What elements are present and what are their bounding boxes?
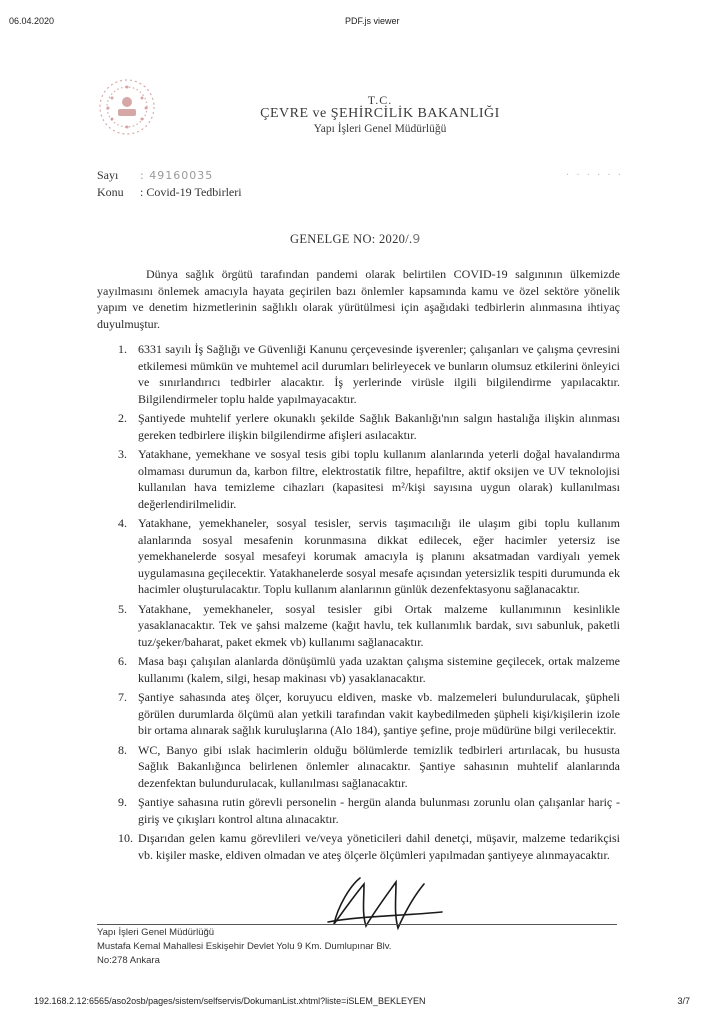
item-number: 8. [118, 742, 127, 757]
item-text: Dışarıdan gelen kamu görevlileri ve/veya yöneticileri dahil denetçi, müşavir, malzeme tedarikçisi vb. kişiler maske, eldiven olmadan ve ateş ölçerle ölçümleri yapılmadan şantiyeye alınmayacaktır. [138, 831, 620, 862]
print-url: 192.168.2.12:6565/aso2osb/pages/sistem/selfservis/DokumanList.xhtml?liste=iSLEM_BEKLEYEN [34, 996, 426, 1006]
footer-divider [97, 924, 617, 925]
item-text: Şantiyede muhtelif yerlere okunaklı şekilde Sağlık Bakanlığı'nın salgın hastalığa ilişkin alınması gereken tedbirlere ilişkin bilgilendirme afişleri asılacaktır. [138, 411, 620, 442]
list-item [118, 830, 620, 863]
sayi-row [97, 168, 213, 183]
konu-row [97, 185, 242, 200]
item-number: 9. [118, 795, 127, 809]
ministry-seal-icon [96, 76, 158, 138]
signature-icon [320, 866, 450, 946]
list-item [118, 794, 620, 827]
sayi-label: Sayı [97, 168, 119, 182]
item-text: Şantiye sahasında ateş ölçer, koruyucu eldiven, maske vb. malzemeleri bulundurulacak, şüpheli görülen durumlarda ölçümü alan yetkili tarafından vakit kaybedilmeden şüpheli kişi/kişilerin izole bir ortama alınarak sağlık kuruluşlarına (Alo 184), şantiye şefine, proje müdürüne bilgi verilecektir. [138, 690, 620, 737]
konu-value: : Covid-19 Tedbirleri [140, 185, 242, 199]
item-text: Yatakhane, yemekhane ve sosyal tesis gibi toplu kullanım alanlarında yeterli doğal havalandırma olmaması durumun da, karbon filtre, elektrostatik filtre, hepafiltre, aktif oksijen ve UV teknolojisi kullanılan hava temizleme cihazları (kapasitesi m²/kişi sayısına uygun olarak) kullanılması değerlendirilmelidir. [138, 447, 620, 511]
item-text: 6331 sayılı İş Sağlığı ve Güvenliği Kanunu çerçevesinde işverenler; çalışanları ve çalışma çevresini etkilemesi mümkün ve muhtemel acil durumları belirleyecek ve bunların olumsuz etkilerini önleyici ve sınırlandırıcı tedbirler alacaktır. İş yerlerinde virüsle ilgili bilgilendirme yapılacaktır. Bilgilendirmeler toplu halde yapılmayacaktır. [138, 342, 620, 406]
sayi-value: : 49160035 [140, 169, 214, 182]
list-item [118, 515, 620, 598]
item-number: 7. [118, 690, 127, 704]
print-page-number: 3/7 [677, 996, 690, 1006]
item-number: 4. [118, 516, 127, 530]
circular-handwritten-number: 9 [412, 231, 421, 246]
letterhead-ministry: ÇEVRE ve ŞEHİRCİLİK BAKANLIĞI [260, 106, 500, 121]
list-item [118, 410, 620, 443]
letterhead-department: Yapı İşleri Genel Müdürlüğü [313, 123, 447, 135]
item-text: WC, Banyo gibi ıslak hacimlerin olduğu bölümlerde temizlik tedbirleri artırılacak, bu hususta Sağlık Bakanlığınca belirlenen önlemler alınacaktır. Şantiye sahasının muhtelif alanlarında dezenfektan bulundurulacak, kullanılması sağlanacaktır. [138, 742, 620, 790]
measures-list [118, 341, 620, 866]
list-item [118, 446, 620, 512]
list-item [118, 742, 620, 792]
list-item [118, 601, 620, 651]
list-item [118, 689, 620, 739]
item-text: Masa başı çalışılan alanlarda dönüşümlü yada uzaktan çalışma sistemine geçilecek, ortak malzeme kullanımı (kalem, silgi, hesap makinası vb) yasaklanacaktır. [138, 654, 620, 685]
item-text: Yatakhane, yemekhaneler, sosyal tesisler gibi Ortak malzeme kullanımının kesinlikle yasaklanacaktır. Tek ve şahsi malzeme (kağıt havlu, tek kullanımlık bardak, sıvı sabunluk, paketli tuz/şeker/baharat, paket ekmek vb) kullanımı sağlanacaktır. [138, 601, 620, 649]
item-number: 1. [118, 342, 127, 356]
circular-number [290, 231, 421, 247]
item-text: Şantiye sahasına rutin görevli personelin - hergün alanda bulunması zorunlu olan çalışanlar hariç - giriş ve çıkışları kontrol altına alınacaktır. [138, 795, 620, 826]
footer-address-city: No:278 Ankara [97, 955, 160, 966]
list-item [118, 653, 620, 686]
footer-department: Yapı İşleri Genel Müdürlüğü [97, 927, 215, 938]
intro-paragraph [97, 266, 620, 332]
item-number: 5. [118, 601, 127, 616]
item-number: 10. [118, 831, 133, 845]
item-number: 2. [118, 411, 127, 425]
letterhead-tc: T.C. [367, 93, 393, 107]
print-title: PDF.js viewer [345, 16, 400, 26]
print-date: 06.04.2020 [9, 16, 55, 26]
konu-label: Konu [97, 185, 124, 199]
item-text: Yatakhane, yemekhaneler, sosyal tesisler, servis taşımacılığı ile ulaşım gibi toplu kullanım alanlarında sosyal mesafenin korunmasına dikkat edilecek, eğer hacimler yetersiz ise yemekhanelerde sosyal mesafeyi korumak amacıyla iş planını aksatmadan vardiyalı yemek uygulamasına geçilecektir. Yatakhanelerde sosyal mesafe açısından yetersizlik tespiti durumunda ek hacimler oluşturulacaktır. Toplu kullanım alanlarının günlük dezenfektasyonu sağlanacaktır. [138, 516, 620, 596]
item-number: 6. [118, 654, 127, 668]
list-item [118, 341, 620, 407]
intro-text: Dünya sağlık örgütü tarafından pandemi olarak belirtilen COVID-19 salgınının ülkemizde yayılmasını önlemek amacıyla hayata geçirilen bazı önlemler kapsamında kamu ve özel sektöre yönelik yapım ve denetim hizmetlerinin sağlıklı olarak yürütülmesi için aşağıdaki tedbirlerin alınmasına ihtiyaç duyulmuştur. [97, 267, 620, 331]
footer-address: Mustafa Kemal Mahallesi Eskişehir Devlet Yolu 9 Km. Dumlupınar Blv. [97, 941, 392, 952]
circular-label: GENELGE NO: 2020/. [290, 232, 413, 246]
item-number: 3. [118, 447, 127, 461]
date-stamp: · · · · · · [566, 170, 623, 181]
